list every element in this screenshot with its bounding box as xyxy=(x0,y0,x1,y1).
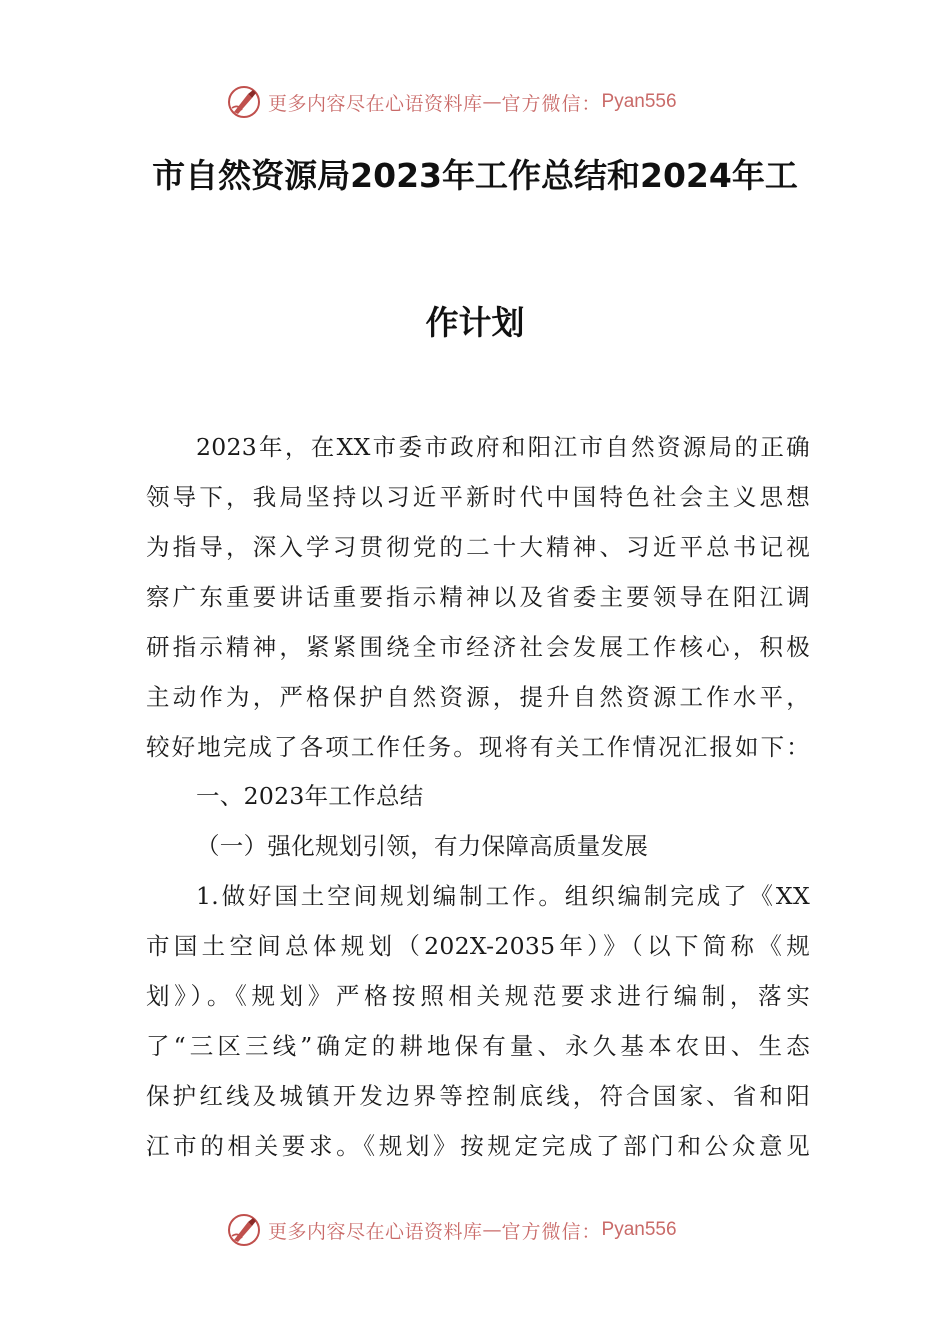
document-title-line-1: 市自然资源局2023年工作总结和2024年工 xyxy=(152,156,798,195)
body-line: 1.做好国土空间规划编制工作。组织编制完成了《XX xyxy=(196,882,810,910)
pen-nib-logo-icon xyxy=(226,1212,262,1248)
body-line: 主动作为，严格保护自然资源，提升自然资源工作水平， xyxy=(146,683,810,711)
watermark-dash: — xyxy=(482,91,502,113)
document-title-line-2: 作计划 xyxy=(425,303,525,342)
watermark-wechat-label: 官方微信： xyxy=(501,1220,602,1243)
pen-nib-logo-icon xyxy=(226,84,262,120)
watermark-header xyxy=(226,82,677,122)
body-line: 领导下，我局坚持以习近平新时代中国特色社会主义思想 xyxy=(146,483,810,511)
watermark-wechat-label: 官方微信： xyxy=(501,92,602,115)
watermark-wechat-id: Pyan556 xyxy=(601,1219,677,1240)
body-line: 较好地完成了各项工作任务。现将有关工作情况汇报如下： xyxy=(146,733,810,761)
body-line: 市国土空间总体规划（202X-2035年）》（以下简称《规 xyxy=(146,932,810,960)
body-line: 了“三区三线”确定的耕地保有量、永久基本农田、生态 xyxy=(146,1032,810,1060)
watermark-text: 更多内容尽在心语资料库 xyxy=(268,1220,483,1243)
body-line: 为指导，深入学习贯彻党的二十大精神、习近平总书记视 xyxy=(146,533,810,561)
watermark-wechat-id: Pyan556 xyxy=(601,91,677,112)
body-line: 察广东重要讲话重要指示精神以及省委主要领导在阳江调 xyxy=(146,583,810,611)
body-line: 保护红线及城镇开发边界等控制底线，符合国家、省和阳 xyxy=(146,1082,810,1110)
subsection-heading: （一）强化规划引领，有力保障高质量发展 xyxy=(196,832,649,860)
body-line: 江市的相关要求。《规划》按规定完成了部门和公众意见 xyxy=(146,1132,810,1160)
body-line: 研指示精神，紧紧围绕全市经济社会发展工作核心，积极 xyxy=(146,633,810,661)
watermark-dash: — xyxy=(482,1219,502,1241)
watermark-text: 更多内容尽在心语资料库 xyxy=(268,92,483,115)
watermark-footer xyxy=(226,1210,677,1250)
body-line: 2023年，在XX市委市政府和阳江市自然资源局的正确 xyxy=(196,433,810,461)
body-line: 划》）。《规划》严格按照相关规范要求进行编制，落实 xyxy=(146,982,810,1010)
section-heading: 一、2023年工作总结 xyxy=(196,782,424,810)
